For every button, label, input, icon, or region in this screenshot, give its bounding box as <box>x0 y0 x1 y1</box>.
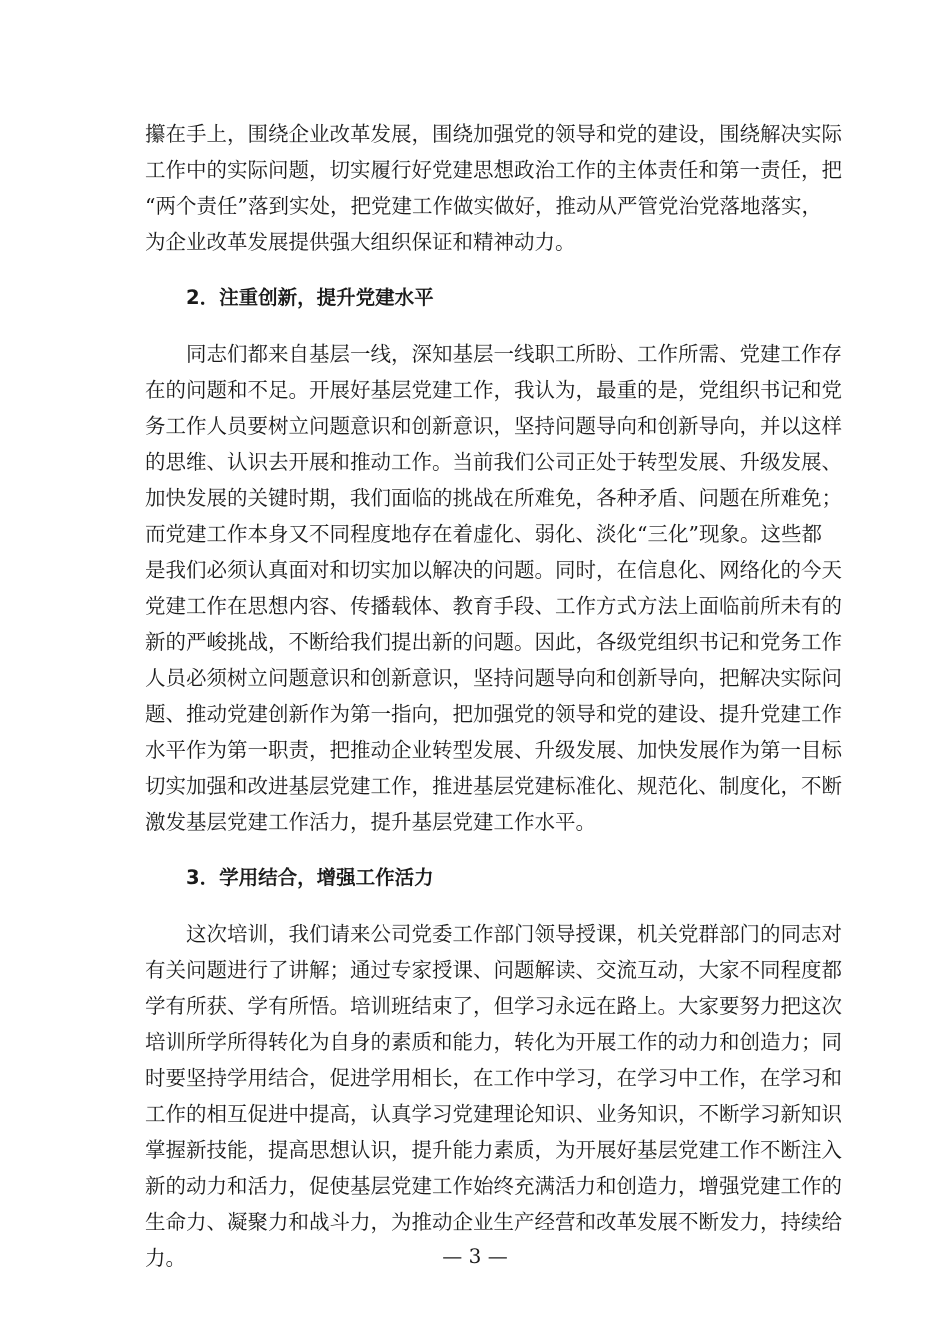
paragraph-line: 切实加强和改进基层党建工作，推进基层党建标准化、规范化、制度化，不断 <box>145 774 842 798</box>
section-3 <box>145 860 842 1276</box>
paragraph-line: 工作的相互促进中提高，认真学习党建理论知识、业务知识，不断学习新知识 <box>145 1102 842 1126</box>
paragraph-line: 学有所获、学有所悟。培训班结束了，但学习永远在路上。大家要努力把这次 <box>145 994 842 1018</box>
paragraph-line: 人员必须树立问题意识和创新意识，坚持问题导向和创新导向，把解决实际问 <box>145 666 842 690</box>
section-heading: 2．注重创新，提升党建水平 <box>186 286 434 309</box>
page-number: — 3 — <box>442 1244 508 1268</box>
paragraph-line: 在的问题和不足。开展好基层党建工作，我认为，最重的是，党组织书记和党 <box>145 378 842 402</box>
paragraph-line: 力。 <box>145 1246 186 1270</box>
paragraph-line: 新的严峻挑战，不断给我们提出新的问题。因此，各级党组织书记和党务工作 <box>145 630 842 654</box>
paragraph-line: 时要坚持学用结合，促进学用相长，在工作中学习，在学习中工作，在学习和 <box>145 1066 842 1090</box>
paragraph-line: 同志们都来自基层一线，深知基层一线职工所盼、工作所需、党建工作存 <box>186 342 842 366</box>
paragraph-line: 攥在手上，围绕企业改革发展，围绕加强党的领导和党的建设，围绕解决实际 <box>145 122 842 146</box>
section-heading: 3．学用结合，增强工作活力 <box>186 866 434 889</box>
paragraph-line: 党建工作在思想内容、传播载体、教育手段、工作方式方法上面临前所未有的 <box>145 594 842 618</box>
paragraph-line: 务工作人员要树立问题意识和创新意识，坚持问题导向和创新导向，并以这样 <box>145 414 842 438</box>
paragraph-line: 水平作为第一职责，把推动企业转型发展、升级发展、加快发展作为第一目标 <box>145 738 842 762</box>
paragraph-line: 而党建工作本身又不同程度地存在着虚化、弱化、淡化“三化”现象。这些都 <box>145 522 822 546</box>
paragraph-line: 加快发展的关键时期，我们面临的挑战在所难免，各种矛盾、问题在所难免； <box>145 486 842 510</box>
paragraph-line: 题、推动党建创新作为第一指向，把加强党的领导和党的建设、提升党建工作 <box>145 702 842 726</box>
section-2 <box>145 280 842 840</box>
document-page <box>145 116 842 1276</box>
paragraph-line: 的思维、认识去开展和推动工作。当前我们公司正处于转型发展、升级发展、 <box>145 450 842 474</box>
paragraph-line: 激发基层党建工作活力，提升基层党建工作水平。 <box>145 810 596 834</box>
paragraph-line: 工作中的实际问题，切实履行好党建思想政治工作的主体责任和第一责任，把 <box>145 158 842 182</box>
paragraph-line: 为企业改革发展提供强大组织保证和精神动力。 <box>145 230 576 254</box>
paragraph-line: 这次培训，我们请来公司党委工作部门领导授课，机关党群部门的同志对 <box>186 922 842 946</box>
paragraph-line: 培训所学所得转化为自身的素质和能力，转化为开展工作的动力和创造力；同 <box>145 1030 842 1054</box>
paragraph-line: 是我们必须认真面对和切实加以解决的问题。同时，在信息化、网络化的今天 <box>145 558 842 582</box>
paragraph-line: 生命力、凝聚力和战斗力，为推动企业生产经营和改革发展不断发力，持续给 <box>145 1210 842 1234</box>
paragraph-line: 掌握新技能，提高思想认识，提升能力素质，为开展好基层党建工作不断注入 <box>145 1138 842 1162</box>
paragraph-line: “两个责任”落到实处，把党建工作做实做好，推动从严管党治党落地落实， <box>145 194 822 218</box>
paragraph-line: 新的动力和活力，促使基层党建工作始终充满活力和创造力，增强党建工作的 <box>145 1174 842 1198</box>
section-1-tail <box>145 116 842 260</box>
paragraph-line: 有关问题进行了讲解；通过专家授课、问题解读、交流互动，大家不同程度都 <box>145 958 842 982</box>
